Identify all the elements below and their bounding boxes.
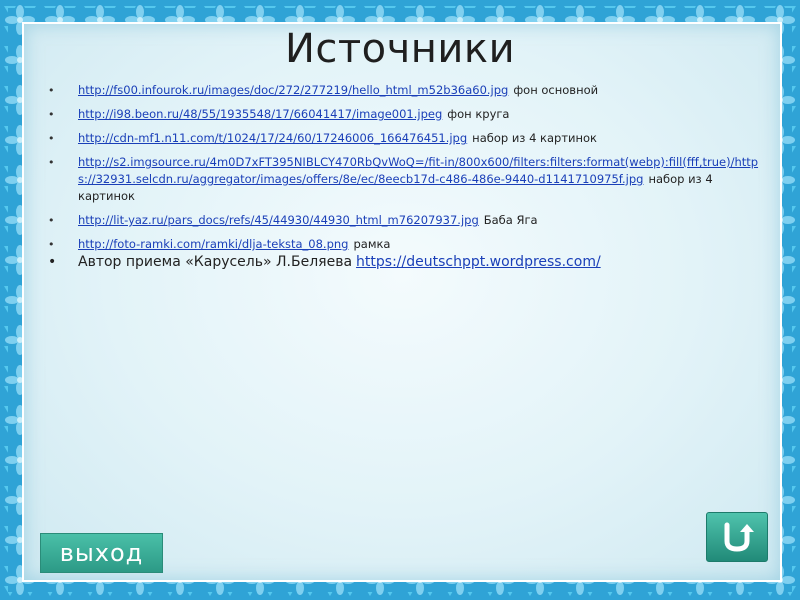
source-description: набор из 4 картинок (78, 172, 713, 203)
return-arrow-icon (719, 519, 755, 555)
page-title: Источники (284, 26, 516, 72)
bullet-icon: • (48, 238, 55, 251)
list-item (48, 106, 760, 123)
list-item (48, 82, 760, 99)
bullet-icon: • (48, 156, 55, 169)
author-text: Автор приема «Карусель» Л.Беляева (78, 254, 353, 270)
sources-list (48, 82, 760, 260)
source-description: фон основной (513, 83, 599, 97)
bullet-icon: • (48, 254, 57, 270)
author-line (48, 252, 760, 272)
list-item (48, 212, 760, 229)
bullet-icon: • (48, 108, 55, 121)
bullet-icon: • (48, 132, 55, 145)
source-link[interactable]: http://lit-yaz.ru/pars_docs/refs/45/44930/44930_html_m76207937.jpg (78, 213, 479, 227)
return-button[interactable] (706, 512, 768, 562)
author-link[interactable]: https://deutschppt.wordpress.com/ (356, 254, 601, 270)
source-link[interactable]: http://i98.beon.ru/48/55/1935548/17/66041417/image001.jpeg (78, 107, 443, 121)
source-link[interactable]: http://foto-ramki.com/ramki/dlja-teksta_08.png (78, 237, 349, 251)
source-description: фон круга (447, 107, 510, 121)
exit-button[interactable]: выход (40, 533, 163, 573)
source-link[interactable]: http://s2.imgsource.ru/4m0D7xFT395NIBLCY470RbQvWoQ=/fit-in/800x600/filters:filters:format(webp):fill(fff,true)/https://32931.selcdn.ru/aggregator/images/offers/8e/ec/8eecb17d-c486-486e-9440-d1141710975f.jpg (78, 155, 759, 186)
source-description: набор из 4 картинок (472, 131, 598, 145)
list-item (48, 236, 760, 253)
bullet-icon: • (48, 84, 55, 97)
list-item (48, 130, 760, 147)
source-link[interactable]: http://fs00.infourok.ru/images/doc/272/277219/hello_html_m52b36a60.jpg (78, 83, 509, 97)
bullet-icon: • (48, 214, 55, 227)
source-description: Баба Яга (483, 213, 538, 227)
source-description: рамка (353, 237, 391, 251)
list-item (48, 154, 760, 205)
source-link[interactable]: http://cdn-mf1.n11.com/t/1024/17/24/60/17246006_166476451.jpg (78, 131, 468, 145)
